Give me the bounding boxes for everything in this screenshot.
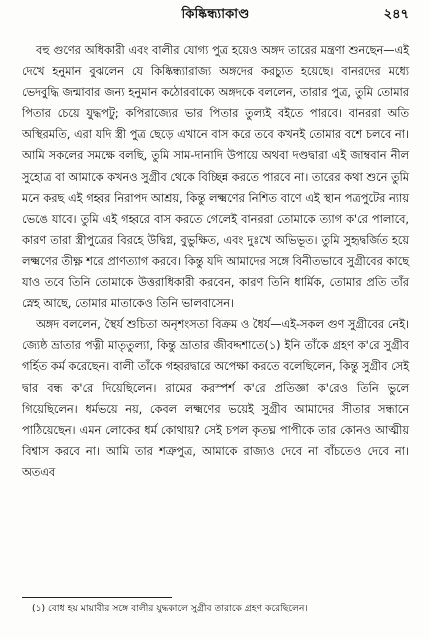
paragraph-2: অঙ্গদ বললেন, স্থৈর্য শুচিতা অনৃশংসতা বিক্রম ও ধৈর্য—এই-সকল গুণ সুগ্রীবের নেই। জ্যেষ্ঠ ভ্রাতার পত্নী মাতৃতুল্যা, কিন্তু ভ্রাতার জীবদ্দশাতে(১) ইনি তাঁকে গ্রহণ ক'রে সুগ্রীব গর্হিত কর্ম করেছেন। বালী তাঁকে গহ্বরদ্বারে অপেক্ষা করতে বলেছিলেন, কিন্তু সুগ্রীব সেই দ্বার বন্ধ ক'রে দিয়েছিলেন। রামের করস্পর্শ ক'রে প্রতিজ্ঞা ক'রেও তিনি ভুলে গিয়েছিলেন। ধর্মভয়ে নয়, কেবল লক্ষ্মণের ভয়েই সুগ্রীব আমাদের সীতার সন্ধানে পাঠিয়েছেন। এমন লোকের ধর্ম কোথায়? সেই চপল কৃতঘ্ন পাপীকে তার কোনও আত্মীয় বিশ্বাস করবে না। আমি তার শত্রুপুত্র, আমাকে রাজ্যও দেবে না বাঁচতেও দেবে না। অতএব (22, 318, 409, 479)
paragraph-1: বহু গুণের অধিকারী এবং বালীর যোগ্য পুত্র হয়েও অঙ্গদ তারের মন্ত্রণা শুনছেন—এই দেখে হনুমান বুঝলেন যে কিষ্কিন্ধ্যারাজ্য অঙ্গদের করচ্যুত হয়েছে। বানরদের মধ্যে ভেদবুদ্ধি জন্মাবার জন্য হনুমান কঠোরবাক্যে অঙ্গদকে বললেন, তারার পুত্র, তুমি তোমার পিতার চেয়ে যুদ্ধপটু; কপিরাজ্যের ভার পিতার তুল্যই বইতে পারবে। বানররা অতি অস্থিরমতি, এরা যদি স্ত্রী পুত্র ছেড়ে এখানে বাস করে তবে কখনই তোমার বশে চলবে না। আমি সকলের সমক্ষে বলছি, তুমি সাম-দানাদি উপায়ে অথবা দণ্ডদ্বারা এই জাম্ববান নীল সুহোত্র বা আমাকে কখনও সুগ্রীব থেকে বিচ্ছিন্ন করতে পারবে না। তারের কথা শুনে তুমি মনে করছ এই গহ্বর নিরাপদ আশ্রয়, কিন্তু লক্ষ্মণের নিশিত বাণে এই স্থান পত্রপুটের ন্যায় ভেঙে যাবে। তুমি এই গহ্বরে বাস করতে গেলেই বানররা তোমাকে ত্যাগ ক'রে পালাবে, কারণ তারা স্ত্রীপুত্রের বিরহে উদ্বিগ্ন, বুভুক্ষিত, এবং দুঃখে অভিভূত। তুমি সুহৃদ্বর্জিত হয়ে লক্ষ্মণের তীক্ষ্ণ শরে প্রাণত্যাগ করবে। কিন্তু যদি আমাদের সঙ্গে বিনীতভাবে সুগ্রীবের কাছে যাও তবে তিনি তোমাকে উত্তরাধিকারী করবেন, কারণ তিনি ধার্মিক, তোমার প্রতি তাঁর স্নেহ আছে, তোমার মাতাকেও তিনি ভালবাসেন। (22, 44, 409, 311)
footnote-divider (22, 597, 172, 598)
running-title: কিষ্কিন্ধ্যাকাণ্ড (181, 7, 250, 22)
footnote: (১) বোধ হয় মায়াবীর সঙ্গে বালীর যুদ্ধকালে সুগ্রীব তারাকে গ্রহণ করেছিলেন। (32, 603, 308, 614)
body-text (22, 40, 409, 483)
page-number: ২৪৭ (383, 7, 409, 22)
page-header (22, 5, 409, 25)
